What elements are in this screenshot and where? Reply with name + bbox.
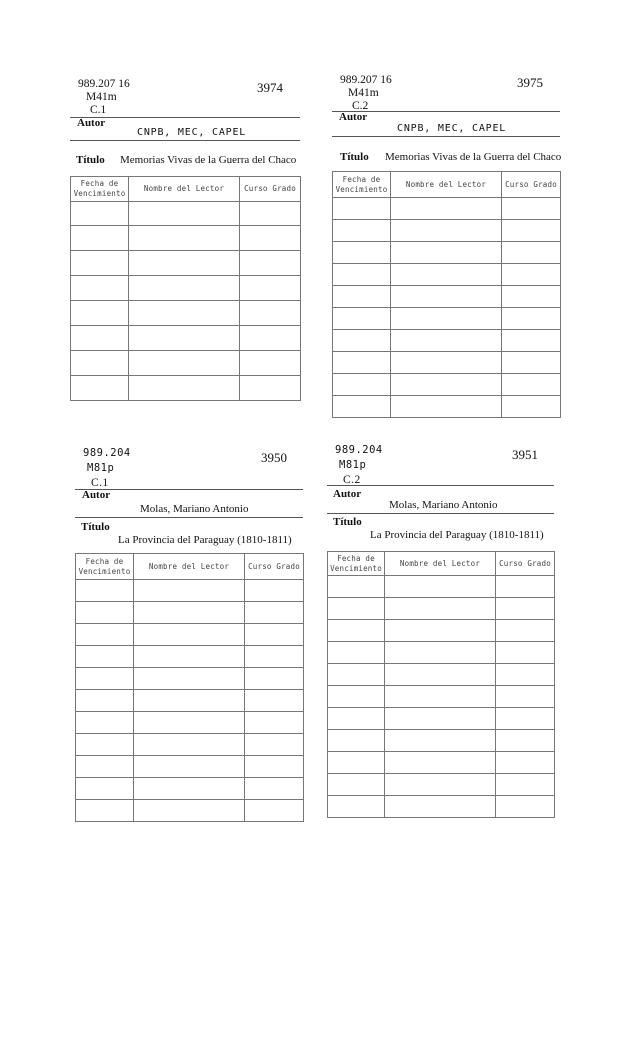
divider bbox=[75, 517, 303, 518]
header-due-date: Fecha de Vencimiento bbox=[328, 552, 385, 576]
call-copy: C.1 bbox=[90, 104, 107, 116]
header-reader: Nombre del Lector bbox=[134, 554, 245, 580]
call-class: 989.204 bbox=[83, 447, 131, 459]
header-grade: Curso Grado bbox=[502, 172, 561, 198]
call-cutter: M81p bbox=[87, 462, 115, 474]
call-number bbox=[78, 78, 130, 117]
table-row bbox=[71, 251, 301, 276]
table-row bbox=[333, 198, 561, 220]
title-value: Memorias Vivas de la Guerra del Chaco bbox=[385, 151, 562, 163]
call-number bbox=[83, 446, 131, 491]
table-row bbox=[76, 624, 304, 646]
author-value: Molas, Mariano Antonio bbox=[389, 499, 498, 511]
table-row bbox=[328, 598, 555, 620]
accession-number: 3951 bbox=[512, 447, 538, 462]
table-row bbox=[328, 730, 555, 752]
table-row bbox=[71, 226, 301, 251]
loan-table bbox=[327, 551, 555, 818]
table-row bbox=[333, 220, 561, 242]
table-row bbox=[328, 620, 555, 642]
author-label: Autor bbox=[77, 117, 106, 129]
author-label: Autor bbox=[339, 111, 368, 123]
header-reader: Nombre del Lector bbox=[129, 177, 240, 202]
table-row bbox=[333, 242, 561, 264]
table-row bbox=[76, 756, 304, 778]
table-row bbox=[333, 264, 561, 286]
table-row bbox=[76, 734, 304, 756]
call-copy: C.1 bbox=[91, 477, 109, 489]
header-due-date: Fecha de Vencimiento bbox=[76, 554, 134, 580]
table-row bbox=[333, 330, 561, 352]
title-value: La Provincia del Paraguay (1810-1811) bbox=[118, 534, 292, 546]
table-row bbox=[76, 580, 304, 602]
loan-table bbox=[332, 171, 561, 418]
call-number bbox=[340, 74, 392, 113]
table-row bbox=[71, 351, 301, 376]
title-label: Título bbox=[333, 516, 362, 528]
header-grade: Curso Grado bbox=[245, 554, 304, 580]
author-label: Autor bbox=[333, 488, 362, 500]
table-row bbox=[333, 308, 561, 330]
header-reader: Nombre del Lector bbox=[385, 552, 496, 576]
author-value: CNPB, MEC, CAPEL bbox=[137, 127, 247, 138]
table-row bbox=[71, 326, 301, 351]
header-reader: Nombre del Lector bbox=[391, 172, 502, 198]
author-value: Molas, Mariano Antonio bbox=[140, 503, 249, 515]
call-copy: C.2 bbox=[343, 474, 361, 486]
divider bbox=[327, 513, 554, 514]
table-row bbox=[71, 276, 301, 301]
author-value: CNPB, MEC, CAPEL bbox=[397, 123, 507, 134]
table-row bbox=[71, 202, 301, 226]
divider bbox=[70, 140, 300, 141]
table-row bbox=[333, 286, 561, 308]
call-copy: C.2 bbox=[352, 100, 369, 112]
table-row bbox=[328, 774, 555, 796]
table-row bbox=[328, 752, 555, 774]
table-row bbox=[328, 686, 555, 708]
call-cutter: M41m bbox=[348, 87, 379, 99]
table-row bbox=[76, 602, 304, 624]
table-row bbox=[76, 800, 304, 822]
header-due-date: Fecha de Vencimiento bbox=[71, 177, 129, 202]
table-row bbox=[333, 374, 561, 396]
table-row bbox=[76, 646, 304, 668]
table-row bbox=[71, 301, 301, 326]
header-grade: Curso Grado bbox=[496, 552, 555, 576]
table-row bbox=[328, 796, 555, 818]
divider bbox=[332, 136, 560, 137]
title-label: Título bbox=[340, 151, 369, 163]
table-row bbox=[328, 576, 555, 598]
call-class: 989.207 16 bbox=[78, 78, 130, 90]
table-row bbox=[328, 708, 555, 730]
call-cutter: M41m bbox=[86, 91, 117, 103]
table-row bbox=[71, 376, 301, 401]
header-due-date: Fecha de Vencimiento bbox=[333, 172, 391, 198]
title-label: Título bbox=[81, 521, 110, 533]
table-row bbox=[328, 664, 555, 686]
call-class: 989.204 bbox=[335, 444, 383, 456]
table-row bbox=[76, 778, 304, 800]
accession-number: 3975 bbox=[517, 75, 543, 90]
accession-number: 3974 bbox=[257, 80, 283, 95]
call-class: 989.207 16 bbox=[340, 74, 392, 86]
header-grade: Curso Grado bbox=[240, 177, 301, 202]
table-row bbox=[333, 352, 561, 374]
title-label: Título bbox=[76, 154, 105, 166]
title-value: Memorias Vivas de la Guerra del Chaco bbox=[120, 154, 297, 166]
author-label: Autor bbox=[82, 489, 111, 501]
table-row bbox=[76, 668, 304, 690]
table-row bbox=[76, 690, 304, 712]
loan-table bbox=[75, 553, 304, 822]
divider bbox=[327, 485, 554, 486]
title-value: La Provincia del Paraguay (1810-1811) bbox=[370, 529, 544, 541]
table-row bbox=[328, 642, 555, 664]
loan-table bbox=[70, 176, 301, 401]
table-row bbox=[333, 396, 561, 418]
call-cutter: M81p bbox=[339, 459, 367, 471]
accession-number: 3950 bbox=[261, 450, 287, 465]
table-row bbox=[76, 712, 304, 734]
call-number bbox=[335, 443, 383, 488]
